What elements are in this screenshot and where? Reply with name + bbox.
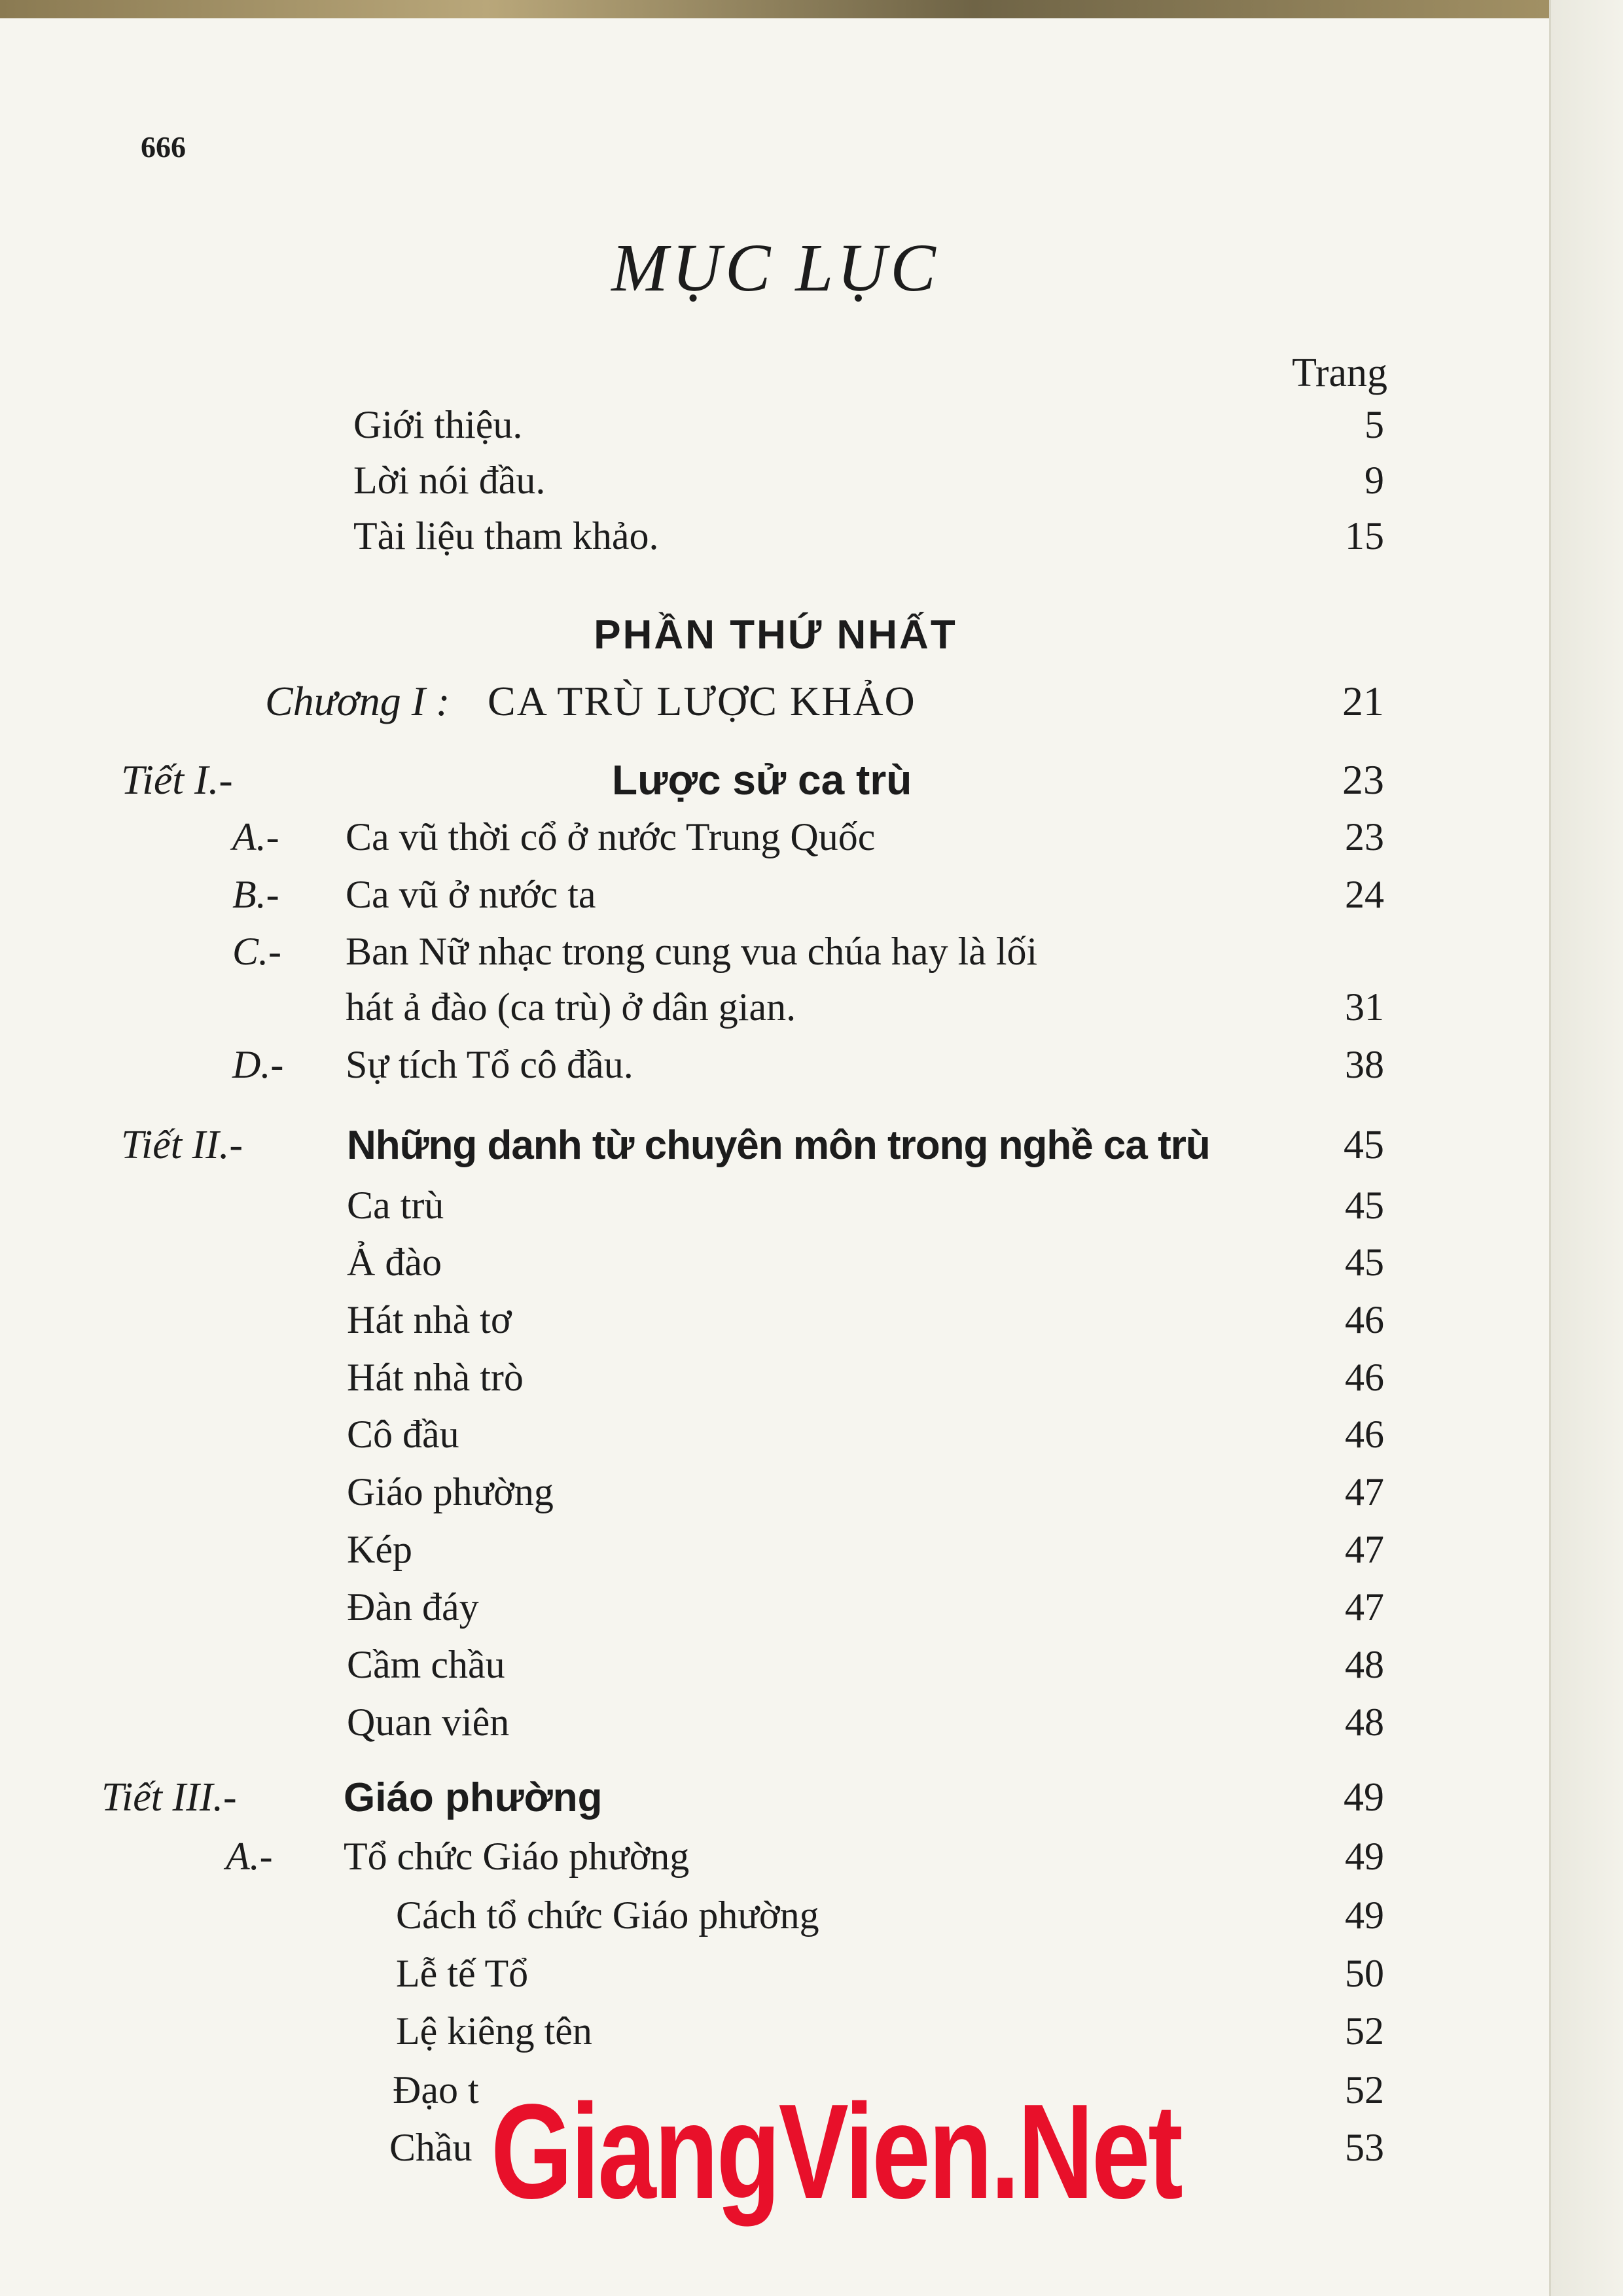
toc-entry <box>0 1834 1623 1886</box>
toc-entry <box>0 1700 1623 1752</box>
section-page: 49 <box>1344 1775 1384 1820</box>
chapter-prefix: Chương I : <box>265 678 450 724</box>
page-title: MỤC LỤC <box>611 230 940 306</box>
toc-entry <box>0 1527 1623 1580</box>
toc-entry <box>0 1893 1623 1945</box>
section-title: Lược sử ca trù <box>612 756 912 804</box>
toc-entry-title: Tài liệu tham khảo. <box>353 514 659 557</box>
toc-entry-title: Cách tổ chức Giáo phường <box>396 1894 819 1937</box>
section-heading <box>0 1122 1623 1174</box>
toc-entry-title: Kép <box>347 1528 412 1571</box>
toc-entry <box>0 1355 1623 1407</box>
watermark: GiangVien.Net <box>491 2076 1181 2227</box>
toc-entry-title: Ả đào <box>347 1241 442 1284</box>
toc-entry-page: 9 <box>1364 459 1384 502</box>
toc-entry-title: hát ả đào (ca trù) ở dân gian. <box>346 985 796 1029</box>
toc-entry <box>0 1298 1623 1350</box>
toc-entry-title: Ca vũ thời cổ ở nước Trung Quốc <box>346 815 876 858</box>
chapter-entry <box>0 677 1623 730</box>
toc-entry-title: Ca trù <box>347 1184 444 1227</box>
toc-entry <box>0 815 1623 867</box>
toc-entry-page: 45 <box>1345 1184 1384 1227</box>
toc-entry <box>0 2009 1623 2061</box>
toc-entry-page: 53 <box>1345 2126 1384 2169</box>
toc-entry-page: 46 <box>1345 1298 1384 1341</box>
toc-entry-title: Quan viên <box>347 1701 510 1744</box>
toc-entry-page: 52 <box>1345 2068 1384 2111</box>
toc-entry <box>0 1951 1623 2004</box>
toc-entry <box>0 1470 1623 1522</box>
toc-entry <box>0 872 1623 925</box>
toc-entry <box>0 929 1623 981</box>
toc-entry-page: 46 <box>1345 1413 1384 1456</box>
entry-prefix: B.- <box>232 873 279 916</box>
toc-entry-page: 24 <box>1345 873 1384 916</box>
toc-entry-title: Lệ kiêng tên <box>396 2009 592 2053</box>
section-title: Những danh từ chuyên môn trong nghề ca trù <box>347 1123 1210 1168</box>
section-heading <box>0 1775 1623 1827</box>
toc-entry <box>0 402 1623 455</box>
toc-entry-page: 45 <box>1345 1241 1384 1284</box>
toc-entry-title: Lời nói đầu. <box>353 459 546 502</box>
toc-entry-page: 46 <box>1345 1356 1384 1399</box>
toc-entry-page: 47 <box>1345 1585 1384 1629</box>
toc-entry-title: Ca vũ ở nước ta <box>346 873 596 916</box>
entry-prefix: A.- <box>226 1835 273 1878</box>
toc-entry-title: Tổ chức Giáo phường <box>344 1835 690 1878</box>
toc-entry-title: Giới thiệu. <box>353 403 523 446</box>
toc-entry-page: 49 <box>1345 1835 1384 1878</box>
toc-entry-page: 48 <box>1345 1643 1384 1686</box>
page-column-header: Trang <box>1292 351 1387 395</box>
toc-entry-title: Chầu <box>389 2126 473 2169</box>
toc-entry-page: 31 <box>1345 985 1384 1029</box>
toc-entry <box>0 1412 1623 1464</box>
scan-top-edge <box>0 0 1623 18</box>
toc-entry <box>0 1642 1623 1695</box>
page-number: 666 <box>141 130 186 164</box>
toc-entry-title: Giáo phường <box>347 1470 554 1513</box>
toc-entry-page: 48 <box>1345 1701 1384 1744</box>
section-page: 23 <box>1342 756 1384 803</box>
section-page: 45 <box>1344 1123 1384 1167</box>
toc-entry-title: Lễ tế Tổ <box>396 1952 529 1995</box>
toc-entry <box>0 1240 1623 1292</box>
section-heading <box>0 756 1623 808</box>
toc-entry-title: Sự tích Tổ cô đầu. <box>346 1043 633 1086</box>
part-heading: PHẦN THỨ NHẤT <box>594 612 957 658</box>
section-prefix: Tiết II.- <box>121 1123 243 1167</box>
toc-entry <box>0 1585 1623 1637</box>
entry-prefix: D.- <box>232 1043 284 1086</box>
toc-entry <box>0 458 1623 510</box>
toc-entry-page: 47 <box>1345 1470 1384 1513</box>
toc-entry <box>0 1183 1623 1235</box>
toc-entry <box>0 1042 1623 1095</box>
toc-entry-page: 50 <box>1345 1952 1384 1995</box>
toc-entry-title: Cô đầu <box>347 1413 459 1456</box>
toc-entry-page: 52 <box>1345 2009 1384 2053</box>
toc-entry-title: Cầm chầu <box>347 1643 505 1686</box>
toc-entry-title: Hát nhà trò <box>347 1356 524 1399</box>
section-title: Giáo phường <box>344 1775 603 1820</box>
toc-entry-page: 38 <box>1345 1043 1384 1086</box>
toc-entry-page: 49 <box>1345 1894 1384 1937</box>
toc-entry <box>0 514 1623 566</box>
toc-entry <box>0 985 1623 1037</box>
toc-entry-title: Hát nhà tơ <box>347 1298 512 1341</box>
toc-entry-page: 5 <box>1364 403 1384 446</box>
section-prefix: Tiết I.- <box>121 756 233 803</box>
toc-entry-title: Ban Nữ nhạc trong cung vua chúa hay là lối <box>346 930 1038 973</box>
toc-entry-page: 15 <box>1345 514 1384 557</box>
section-prefix: Tiết III.- <box>101 1775 237 1820</box>
chapter-title: CA TRÙ LƯỢC KHẢO <box>488 678 916 724</box>
toc-entry-title: Đạo t <box>393 2068 479 2111</box>
entry-prefix: C.- <box>232 930 281 973</box>
toc-entry-title: Đàn đáy <box>347 1585 479 1629</box>
chapter-page: 21 <box>1342 678 1384 724</box>
toc-entry-page: 47 <box>1345 1528 1384 1571</box>
toc-entry-page: 23 <box>1345 815 1384 858</box>
entry-prefix: A.- <box>232 815 279 858</box>
